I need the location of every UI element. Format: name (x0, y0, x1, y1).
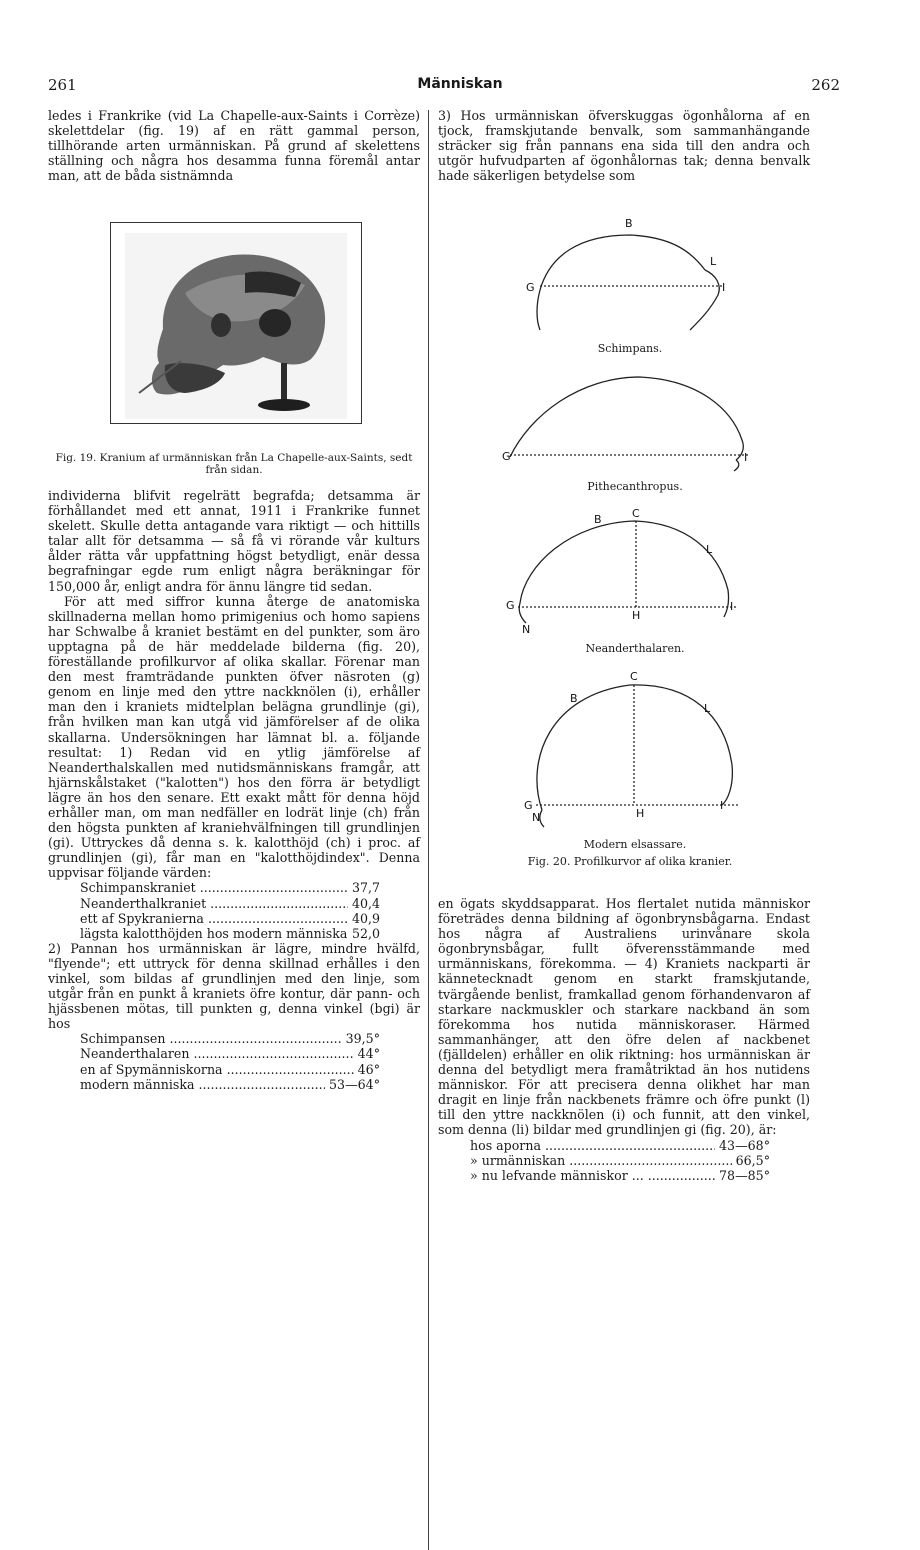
value-row: » urmänniskan ..... 66,5° (470, 1153, 770, 1168)
point-label-l: L (706, 543, 713, 556)
column-divider (428, 110, 429, 1550)
point-label-c: C (632, 507, 640, 520)
page-number-left: 261 (48, 76, 77, 94)
point-label-l: L (704, 702, 711, 715)
point-label-g: G (526, 281, 535, 294)
point-label-g: G (506, 599, 515, 612)
right-column-body (438, 896, 810, 1183)
nackvinkel-values (438, 1138, 810, 1183)
point-label-i: I (730, 600, 734, 613)
point-label-b: B (625, 217, 633, 230)
point-label-i: I (722, 281, 726, 294)
paragraph: ledes i Frankrike (vid La Chapelle-aux-Saints i Corrèze) skelettdelar (fig. 19) af en rätt gammal person, tillhörande arten urmänniskan. På grund af skelettens ställning och några hos desamma funna föremål antar man, att de båda sistnämnda (48, 108, 420, 184)
figure-19-caption: Fig. 19. Kranium af urmänniskan från La Chapelle-aux-Saints, sedt från sidan. (55, 452, 413, 476)
value-row: » nu lefvande människor ... ..... 78—85° (470, 1168, 770, 1183)
value-row: Neanderthalaren ..... 44° (80, 1046, 380, 1061)
value-row: Schimpansen ..... 39,5° (80, 1031, 380, 1046)
point-label-n: N (522, 623, 531, 636)
figure-label-neanderthal: Neanderthalaren. (585, 642, 685, 655)
figure-label-pithecanthropus: Pithecanthropus. (587, 480, 683, 493)
paragraph: För att med siffror kunna återge de anatomiska skillnaderna mellan homo primigenius och homo sapiens har Schwalbe å kraniet bestämt en del punkter, som äro upptagna på de här meddelade bilderna (fig. 20), föreställande profilkurvor af olika skallar. Förenar man den mest framträdande punkten öfver näsroten (g) genom en linje med den yttre nackknölen (i), erhåller man den i kraniets midtelplan belägna grundlinje (gi), från hvilken man kan utgå vid jämförelser af de olika skallarna. Undersökningen har lämnat bl. a. följande resultat: 1) Redan vid en ytlig jämförelse af Neanderthalskallen med nutidsmänniskans framgår, att hjärnskålstaket ("kalotten") hos den förra är betydligt lägre än hos den senare. Ett exakt mått för denna höjd erhåller man, om man nedfäller en lodrät linje (ch) från den högsta punkten af kraniehvälfningen till grundlinjen (gi). Uttryckes då denna s. k. kalotthöjd (ch) i proc. af grundlinjen (gi), får man en "kalotthöjdindex". Denna uppvisar följande värden: (48, 593, 420, 881)
kalotthojd-values (48, 880, 420, 940)
value-row: en af Spymänniskorna ..... 46° (80, 1062, 380, 1077)
point-label-l: L (710, 255, 717, 268)
paragraph: individerna blifvit regelrätt begrafda; detsamma är förhållandet med ett annat, 1911 i Frankrike funnet skelett. Skulle detta antagande vara riktigt — och hittills talar allt för detsamma — så få vi rörande vår kulturs ålder rätta vår uppfattning högst betydligt, enär dessa begrafningar egde rum enligt några beräkningar för 150,000 år, enligt andra för ännu längre tid sedan. (48, 488, 420, 594)
schimpans-occiput (690, 270, 719, 330)
pithecanthropus-curve (510, 377, 743, 460)
point-label-b: B (570, 692, 578, 705)
left-column-body (48, 488, 420, 1092)
right-column-top (438, 108, 810, 183)
schimpans-curve (540, 235, 705, 290)
figure-20-caption: Fig. 20. Profilkurvor af olika kranier. (527, 855, 733, 868)
figure-20-diagrams (440, 205, 810, 875)
point-label-h: H (632, 609, 641, 622)
paragraph: 2) Pannan hos urmänniskan är lägre, mindre hvälfd, "flyende"; ett uttryck för denna skillnad erhålles i den vinkel, som bildas af grundlinjen med den linje, som utgår från en punkt å kraniets öfre kontur, där pann- och hjässbenen mötas, till punkten g, denna vinkel (bgi) är hos (48, 940, 420, 1032)
point-label-b: B (594, 513, 602, 526)
value-row: Neanderthalkraniet ..... 40,4 (80, 896, 380, 911)
value-row: ett af Spykranierna ..... 40,9 (80, 911, 380, 926)
running-title: Människan (417, 76, 503, 92)
paragraph: 3) Hos urmänniskan öfverskuggas ögonhålorna af en tjock, framskjutande benvalk, som sammanhängande sträcker sig från pannans ena sida till den andra och utgör hufvudparten af ögonhålornas tak; denna benvalk hade säkerligen betydelse som (438, 108, 810, 184)
point-label-g: G (524, 799, 533, 812)
left-column-top (48, 108, 420, 183)
value-row: hos aporna ..... 43—68° (470, 1138, 770, 1153)
paragraph: en ögats skyddsapparat. Hos flertalet nutida människor företrädes denna bildning af ögonbrynsbågarna. Endast hos några af Australiens urinvånare skola ögonbrynsbågar, fullt öfverensstämmande med urmänniskans, förekomma. — 4) Kraniets nackparti är kännetecknadt genom en starkt framskjutande, tvärgående benlist, framkallad genom förhandenvaron af starkare nackmuskler och starkare nackband än som förekomma hos nutida människoraser. Härmed sammanhänger, att den öfre delen af nackbenet (fjälldelen) erhåller en olik riktning: hos urmänniskan är denna del betydligt mera framåtriktad än hos nutidens människor. För att precisera denna olikhet har man dragit en linje från nackbenets främre och öfre punkt (l) till den yttre nackknölen (i) och funnit, att den vinkel, som denna (li) bildar med grundlinjen gi (fig. 20), är: (438, 896, 810, 1138)
figure-label-schimpans: Schimpans. (597, 342, 663, 355)
point-label-h: H (636, 807, 645, 820)
value-row: Schimpanskraniet ..... 37,7 (80, 880, 380, 895)
figure-label-modern: Modern elsassare. (583, 838, 687, 851)
value-row: lägsta kalotthöjden hos modern människa ..... 52,0 (80, 926, 380, 941)
point-label-i: I (744, 451, 748, 464)
neanderthal-curve (520, 521, 729, 617)
point-label-g: G (502, 450, 511, 463)
schimpans-jaw (537, 290, 540, 330)
page-number-right: 262 (811, 76, 840, 94)
point-label-i: I (720, 799, 724, 812)
value-row: modern människa ..... 53—64° (80, 1077, 380, 1092)
skull-photo (125, 233, 347, 419)
vinkel-values (48, 1031, 420, 1091)
point-label-n: N (532, 811, 541, 824)
point-label-c: C (630, 670, 638, 683)
